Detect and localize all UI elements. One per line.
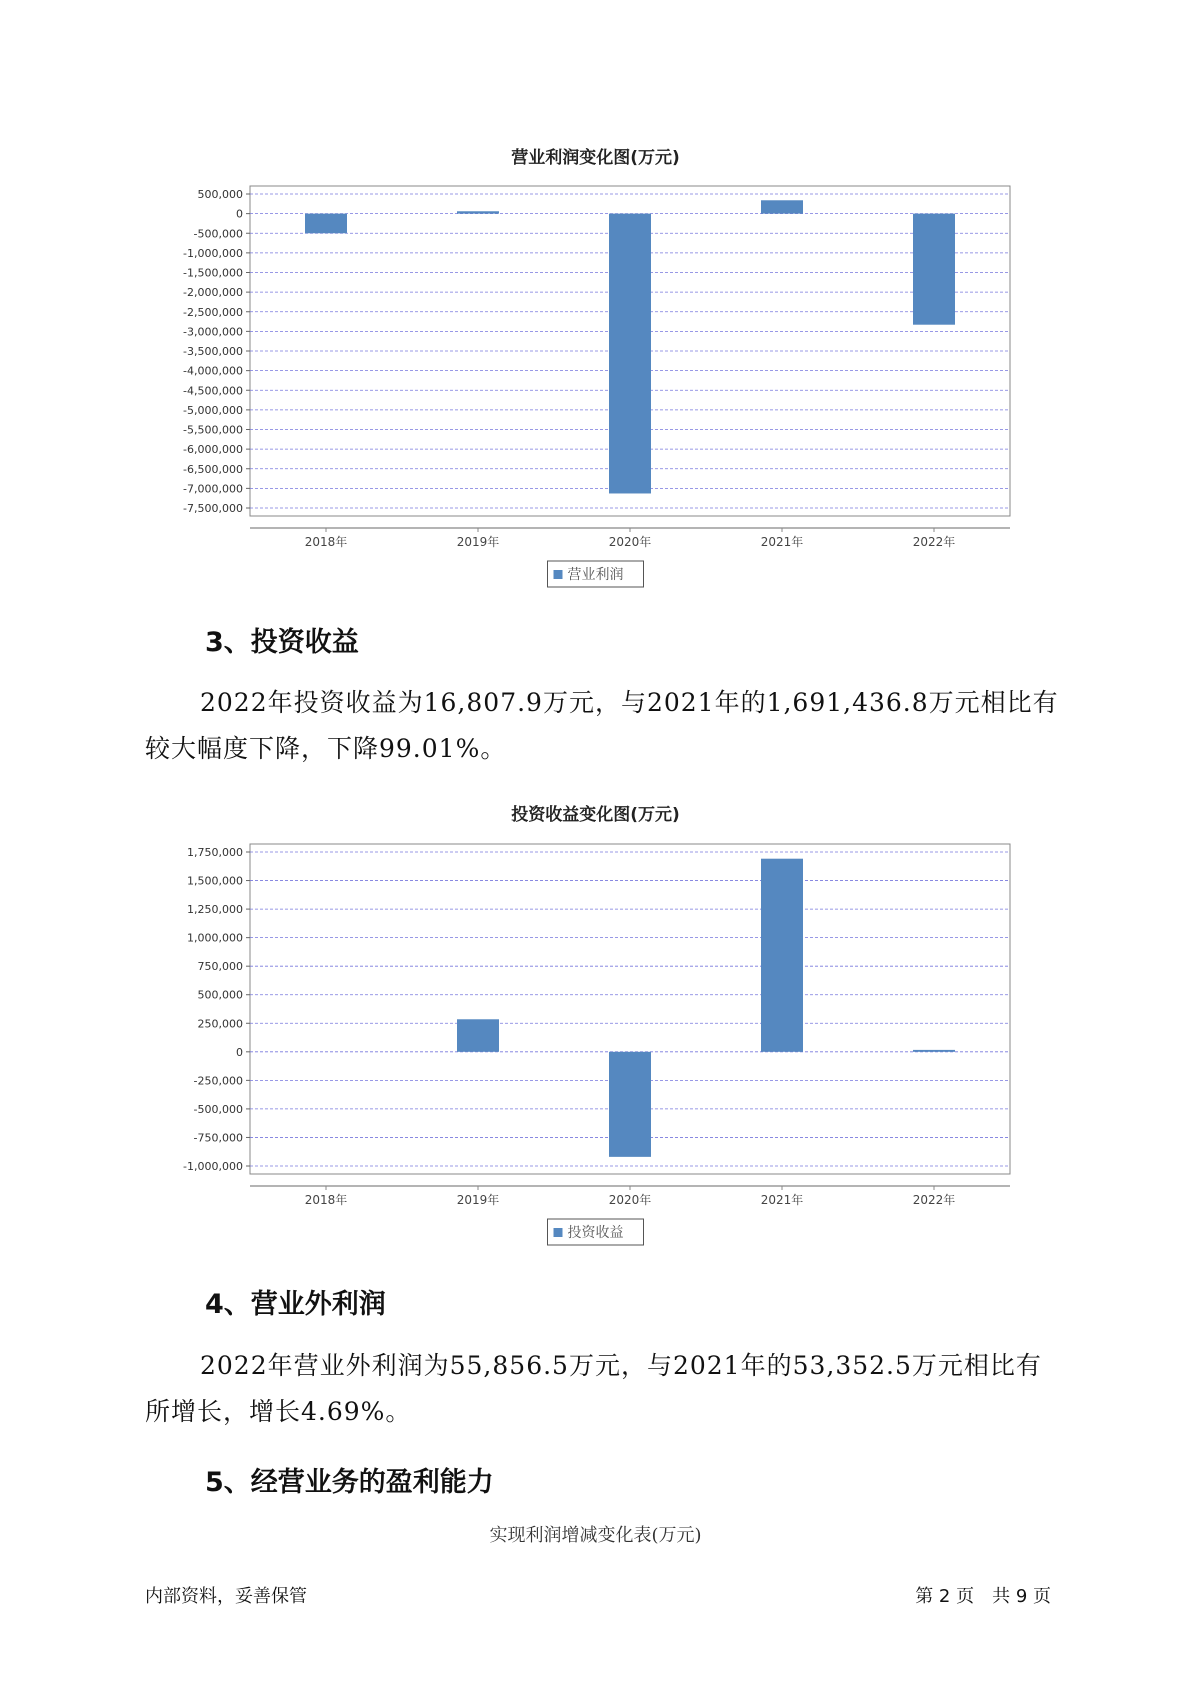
chart-title-investment-income: 投资收益变化图(万元) [511, 805, 680, 825]
legend-swatch [554, 570, 563, 579]
y-tick-label: -4,000,000 [183, 364, 243, 378]
bar-2019年 [457, 211, 499, 213]
x-tick-label: 2021年 [760, 1193, 804, 1207]
bar-2019年 [457, 1019, 499, 1052]
y-tick-label: -3,000,000 [183, 325, 243, 339]
y-tick-label: 1,500,000 [187, 874, 243, 888]
y-tick-label: -6,000,000 [183, 443, 243, 457]
y-tick-label: 500,000 [197, 988, 243, 1002]
y-tick-label: 1,750,000 [187, 846, 243, 859]
x-tick-label: 2018年 [304, 1193, 348, 1207]
y-tick-label: -6,500,000 [183, 462, 243, 476]
x-tick-label: 2020年 [608, 535, 652, 549]
investment-income-chart [0, 838, 1191, 1248]
y-tick-label: -2,500,000 [183, 305, 243, 319]
x-tick-label: 2019年 [456, 535, 500, 549]
y-tick-label: -3,500,000 [183, 345, 243, 358]
x-tick-label: 2019年 [456, 1193, 500, 1207]
bar-2021年 [761, 200, 803, 213]
y-tick-label: -4,500,000 [183, 384, 243, 398]
y-tick-label: -2,000,000 [183, 286, 243, 300]
legend-label: 投资收益 [567, 1225, 624, 1241]
y-tick-label: 0 [236, 1045, 243, 1059]
section-heading-non-operating-profit: 4、营业外利润 [205, 1289, 386, 1320]
y-tick-label: -750,000 [193, 1131, 243, 1145]
y-tick-label: 1,000,000 [187, 931, 243, 945]
y-tick-label: -1,000,000 [183, 246, 243, 260]
table-caption: 实现利润增减变化表(万元) [489, 1525, 702, 1546]
x-tick-label: 2020年 [608, 1193, 652, 1207]
section-heading-operating-profitability: 5、经营业务的盈利能力 [205, 1467, 494, 1498]
x-tick-label: 2021年 [760, 535, 804, 549]
legend-swatch [554, 1228, 563, 1237]
section-paragraph-investment-income: 2022年投资收益为16,807.9万元，与2021年的1,691,436.8万元相比有较大幅度下降，下降99.01%。 [145, 688, 1059, 763]
footer-page-number: 第 2 页 共 9 页 [915, 1586, 1051, 1607]
y-tick-label: 750,000 [197, 960, 243, 974]
y-tick-label: 500,000 [197, 188, 243, 201]
y-tick-label: -500,000 [193, 1102, 243, 1116]
operating-profit-chart [0, 180, 1191, 590]
y-tick-label: 0 [236, 207, 243, 221]
y-tick-label: -1,000,000 [183, 1160, 243, 1173]
y-tick-label: -7,500,000 [183, 502, 243, 515]
y-tick-label: -5,500,000 [183, 423, 243, 437]
section-heading-investment-income: 3、投资收益 [205, 627, 359, 658]
y-tick-label: -250,000 [193, 1074, 243, 1088]
y-tick-label: -7,000,000 [183, 482, 243, 496]
bar-2018年 [305, 214, 347, 234]
bar-2021年 [761, 859, 803, 1052]
bar-2020年 [609, 1052, 651, 1157]
y-tick-label: 250,000 [197, 1017, 243, 1031]
bar-2022年 [913, 1050, 955, 1052]
legend-label: 营业利润 [567, 567, 624, 583]
x-tick-label: 2018年 [304, 535, 348, 549]
x-tick-label: 2022年 [912, 535, 956, 549]
chart-title-operating-profit: 营业利润变化图(万元) [511, 148, 680, 168]
y-tick-label: 1,250,000 [187, 903, 243, 917]
footer-confidential-note: 内部资料，妥善保管 [145, 1586, 307, 1607]
y-tick-label: -500,000 [193, 227, 243, 241]
x-tick-label: 2022年 [912, 1193, 956, 1207]
bar-2022年 [913, 214, 955, 325]
section-paragraph-non-operating-profit: 2022年营业外利润为55,856.5万元，与2021年的53,352.5万元相比有所增长，增长4.69%。 [145, 1351, 1042, 1426]
bar-2020年 [609, 214, 651, 494]
y-tick-label: -1,500,000 [183, 266, 243, 280]
y-tick-label: -5,000,000 [183, 403, 243, 417]
